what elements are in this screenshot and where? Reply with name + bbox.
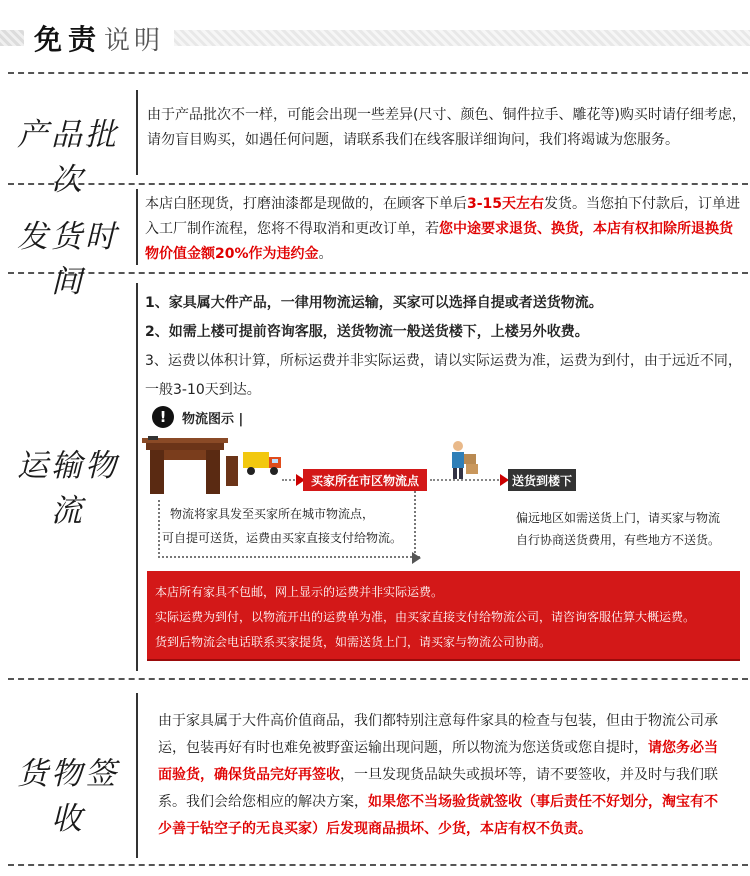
delivery-text-segment: 。 xyxy=(318,246,333,262)
receipt-line-1: 由于家具属于大件高价值商品，我们都特别注意每件家具的检查与包装，但由于物流公司承 xyxy=(158,713,718,729)
delivery-line-1 xyxy=(145,192,745,217)
pill-deliver-downstairs: 送货到楼下 xyxy=(508,469,576,491)
flow-arrow-line xyxy=(430,479,502,481)
section-label-delivery: 发货时间 xyxy=(17,219,119,300)
notice-line-3: 货到后物流会电话联系买家提货，如需送货上门，请买家与物流公司协商。 xyxy=(155,635,552,649)
pill-buyer-pickup-point: 买家所在市区物流点 xyxy=(303,469,427,491)
receipt-text xyxy=(158,708,748,843)
flow-note-arrowhead xyxy=(412,552,421,564)
receipt-line-3 xyxy=(158,762,748,789)
header xyxy=(0,0,750,64)
receipt-highlight: 少善于钻空子的无良买家）后发现商品损坏、少货，本店有权不负责。 xyxy=(158,821,592,837)
receipt-text-segment: 运，包装再好有时也难免被野蛮运输出现问题，所以物流为您送货或您自提时， xyxy=(158,740,648,756)
title-main: 免责 xyxy=(34,23,103,56)
remote-note-line-2: 自行协商送货费用，有些地方不送货。 xyxy=(516,533,721,547)
divider xyxy=(8,678,748,680)
shipping-item-3: 3、运费以体积计算，所标运费并非实际运费，请以实际运费为准，运费为到付，由于远近不同， xyxy=(145,353,742,369)
section-vline xyxy=(136,283,138,671)
section-vline xyxy=(136,189,138,265)
receipt-line-4 xyxy=(158,789,748,816)
diagram-title xyxy=(152,406,243,428)
delivery-text-segment: 入工厂制作流程，您将不得取消和更改订单，若 xyxy=(145,221,439,237)
notice-line-2: 实际运费为到付，以物流开出的运费单为准，由买家直接支付给物流公司，请咨询客服估算大概运费。 xyxy=(155,610,696,624)
shipping-notice-panel xyxy=(147,571,740,659)
remote-note-line-1: 偏远地区如需送货上门，请买家与物流 xyxy=(516,511,721,525)
section-vline xyxy=(136,90,138,175)
receipt-line-5 xyxy=(158,816,748,843)
flow-note-1: 物流将家具发至买家所在城市物流点， xyxy=(170,507,375,521)
batch-line-1: 由于产品批次不一样，可能会出现一些差异(尺寸、颜色、铜件拉手、雕花等)购买时请仔细考虑， xyxy=(147,107,746,123)
receipt-line-2 xyxy=(158,735,748,762)
receipt-text-segment: 系。我们会给您相应的解决方案， xyxy=(158,794,368,810)
shipping-item-1: 1、家具属大件产品，一律用物流运输，买家可以选择自提或者送货物流。 xyxy=(145,295,603,311)
diagram-title-text: 物流图示 | xyxy=(182,411,244,427)
delivery-highlight: 您中途要求退货、换货，本店有权扣除所退换货 xyxy=(439,221,733,237)
shipping-item-2: 2、如需上楼可提前咨询客服，送货物流一般送货楼下，上楼另外收费。 xyxy=(145,324,589,340)
batch-text xyxy=(147,103,747,152)
delivery-line-2 xyxy=(145,217,745,242)
section-label-batch: 产品批次 xyxy=(17,117,119,198)
delivery-text-segment: 本店白胚现货，打磨油漆都是现做的，在顾客下单后 xyxy=(145,196,467,212)
section-vline xyxy=(136,693,138,858)
delivery-highlight: 物价值金额20%作为违约金 xyxy=(145,246,319,262)
divider xyxy=(8,72,748,74)
flow-note-2: 可自提可送货，运费由买家直接支付给物流。 xyxy=(162,531,403,545)
title-sub: 说明 xyxy=(104,26,165,56)
shipping-list xyxy=(145,289,745,405)
page-title xyxy=(24,18,174,58)
desk-image xyxy=(140,436,240,496)
delivery-text-segment: 发货。当您拍下付款后，订单进 xyxy=(544,196,741,212)
divider xyxy=(8,864,748,866)
warning-icon: ! xyxy=(152,406,174,428)
delivery-line-3 xyxy=(145,242,745,267)
receipt-text-segment: ，一旦发现货品缺失或损坏等，请不要签收，并及时与我们联 xyxy=(340,767,718,783)
notice-line-1: 本店所有家具不包邮，网上显示的运费并非实际运费。 xyxy=(155,585,444,599)
section-label-receipt: 货物签收 xyxy=(17,756,119,837)
header-pattern-left xyxy=(0,30,24,46)
flow-note-connector xyxy=(414,491,416,557)
batch-line-2: 请勿盲目购买，如遇任何问题，请联系我们在线客服详细询问，我们将竭诚为您服务。 xyxy=(147,131,679,148)
receipt-highlight: 请您务必当 xyxy=(648,740,718,756)
shipping-item-3-cont: 一般3-10天到达。 xyxy=(145,382,261,398)
receipt-highlight: 面验货，确保货品完好再签收 xyxy=(158,767,340,783)
truck-icon xyxy=(243,450,283,476)
delivery-highlight: 3-15天左右 xyxy=(467,196,545,212)
section-label-shipping: 运输物流 xyxy=(17,448,119,529)
receipt-highlight: 如果您不当场验货就签收（事后责任不好划分，淘宝有不 xyxy=(368,794,718,810)
delivery-text xyxy=(145,192,745,267)
courier-icon xyxy=(446,440,482,480)
remote-area-note xyxy=(516,507,736,551)
